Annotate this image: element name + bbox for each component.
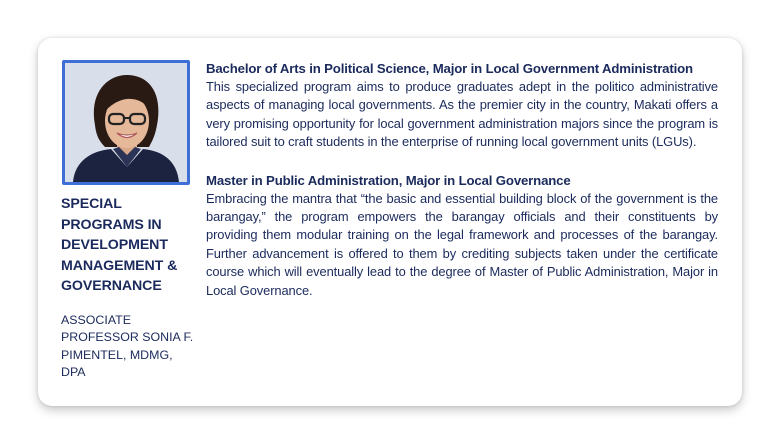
program-heading: Master in Public Administration, Major in Local Governance — [206, 172, 571, 188]
program-description: Embracing the mantra that “the basic and essential building block of the government is the barangay,” the program empowers the barangay officials and their constituents by providing them modular training on the legal framework and processes of the barangay. Further advancement is offered to them by crediting subjects taken under the certificate course which will eventually lead to the degree of Master of Public Administration, Major in Local Governance. — [206, 190, 718, 298]
program-list — [206, 60, 718, 300]
program-description: This specialized program aims to produce graduates adept in the politico administrative aspects of managing local governments. As the premier city in the country, Makati offers a very promising opportunity for local government administration majors since the program is tailored suit to craft students in the enterprise of running local government units (LGUs). — [206, 79, 718, 150]
program-card — [38, 38, 742, 406]
program-title: SPECIAL PROGRAMS IN DEVELOPMENT MANAGEMENT & GOVERNANCE — [61, 196, 178, 294]
person-name: ASSOCIATE PROFESSOR SONIA F. PIMENTEL, MDMG, DPA — [61, 312, 194, 379]
program-heading: Bachelor of Arts in Political Science, Major in Local Government Administration — [206, 61, 693, 76]
program-section-ba — [206, 60, 718, 152]
profile-info — [61, 194, 196, 382]
program-section-mpa — [206, 172, 718, 300]
profile-photo — [62, 60, 190, 185]
person-portrait-icon — [65, 63, 187, 182]
